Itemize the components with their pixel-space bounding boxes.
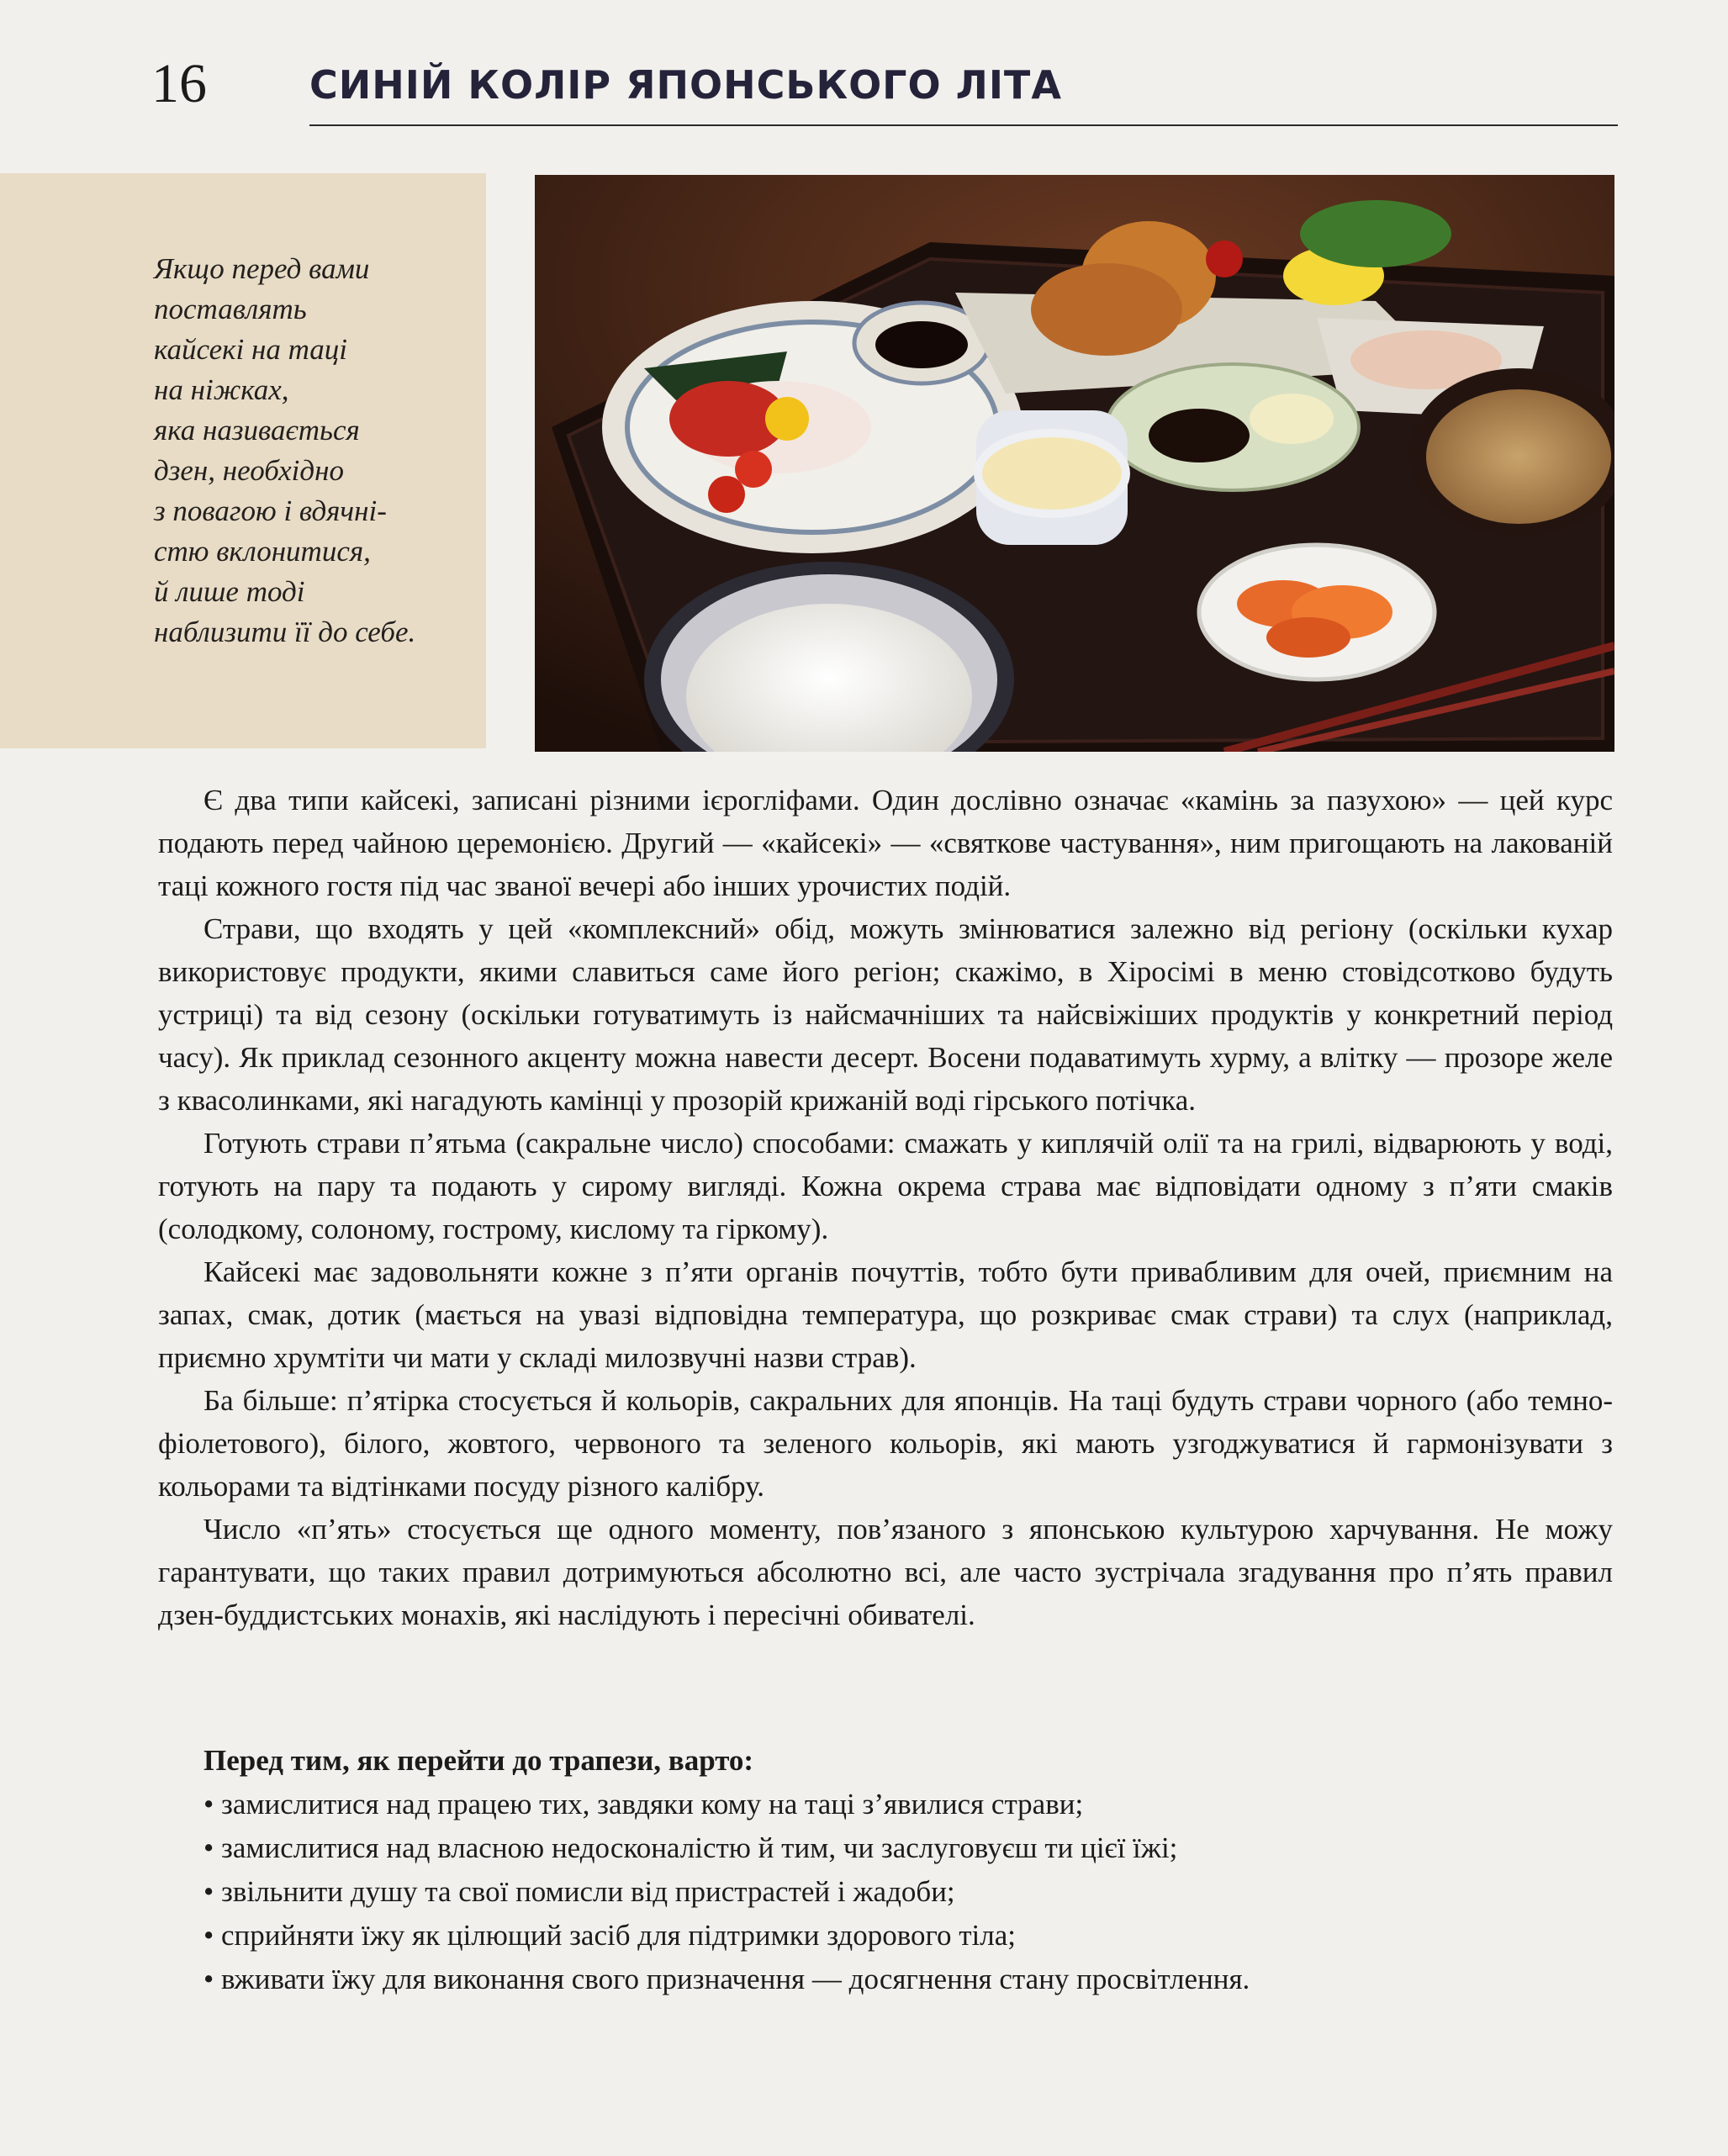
list-heading: Перед тим, як перейти до трапези, варто: [203, 1744, 754, 1777]
body-paragraph: Страви, що входять у цей «комплексний» обід, можуть змінюватися залежно від регіону (оскільки кухар використовує продукти, якими славиться саме його регіон; скажімо, в Хіросімі в меню стовідсотково будуть устриці) та від сезону (оскільки готуватимуть із найсмачніших та найсвіжіших продуктів у конкретний період часу). Як приклад сезонного акценту можна навести десерт. Восени подаватимуть хурму, а влітку — прозоре желе з квасолинками, які нагадують камінці у прозорій крижаній воді гірського потічка. [158, 912, 1613, 1117]
kaiseki-meal-tray-photo [535, 175, 1614, 752]
quote-line: Якщо перед вами [154, 252, 370, 285]
body-paragraph: Є два типи кайсекі, записані різними ієрогліфами. Один дослівно означає «камінь за пазухою» — цей курс подають перед чайною церемонією. Другий — «кайсекі» — «святкове частування», ним пригощають на лакованій таці кожного гостя під час званої вечері або інших урочистих подій. [158, 784, 1613, 902]
body-paragraph: Ба більше: п’ятірка стосується й кольорів, сакральних для японців. На таці будуть страви чорного (або темно-фіолетового), білого, жовтого, червоного та зеленого кольорів, які мають узгоджуватися й гармонізувати з кольорами та відтінками посуду різного калібру. [158, 1384, 1613, 1503]
list-item: • вживати їжу для виконання свого призначення — досягнення стану просвітлення. [203, 1958, 1613, 2001]
quote-line: поставлять [154, 293, 307, 325]
list-item: • сприйняти їжу як цілющий засіб для підтримки здорового тіла; [203, 1914, 1613, 1958]
page-number: 16 [151, 53, 207, 114]
rules-list-block [158, 1739, 1613, 2001]
quote-line: на ніжках, [154, 373, 289, 406]
header-rule [309, 124, 1618, 126]
body-paragraph: Кайсекі має задовольняти кожне з п’яти органів почуттів, тобто бути привабливим для очей, приємним на запах, смак, дотик (мається на увазі відповідна температура, що розкриває смак страви) та слух (наприклад, приємно хрумтіти чи мати у складі милозвучні назви страв). [158, 1255, 1613, 1374]
quote-line: наблизити її до себе. [154, 616, 416, 648]
quote-line: кайсекі на таці [154, 333, 347, 366]
body-paragraph: Число «п’ять» стосується ще одного моменту, пов’язаного з японською культурою харчування. Не можу гарантувати, що таких правил дотримуються абсолютно всі, але часто зустрічала згадування про п’ять правил дзен-буддистських монахів, які наслідують і пересічні обивателі. [158, 1513, 1613, 1631]
quote-line: з повагою і вдячні- [154, 494, 387, 527]
rules-list [158, 1783, 1613, 2001]
body-text [158, 779, 1613, 1636]
running-title: СИНІЙ КОЛІР ЯПОНСЬКОГО ЛІТА [309, 62, 1062, 108]
list-item: • замислитися над працею тих, завдяки кому на таці з’явилися страви; [203, 1783, 1613, 1826]
quote-line: й лише тоді [154, 575, 305, 608]
list-item: • звільнити душу та свої помисли від пристрастей і жадоби; [203, 1870, 1613, 1914]
list-item: • замислитися над власною недосконалістю й тим, чи заслуговуєш ти цієї їжі; [203, 1826, 1613, 1870]
sidebar-quote [154, 249, 482, 653]
quote-line: стю вклонитися, [154, 535, 371, 568]
quote-line: яка називається [154, 414, 360, 447]
quote-line: дзен, необхідно [154, 454, 344, 487]
body-paragraph: Готують страви п’ятьма (сакральне число) способами: смажать у киплячій олії та на грилі, відварюють у воді, готують на пару та подають у сирому вигляді. Кожна окрема страва має відповідати одному з п’яти смаків (солодкому, солоному, гострому, кислому та гіркому). [158, 1127, 1613, 1245]
